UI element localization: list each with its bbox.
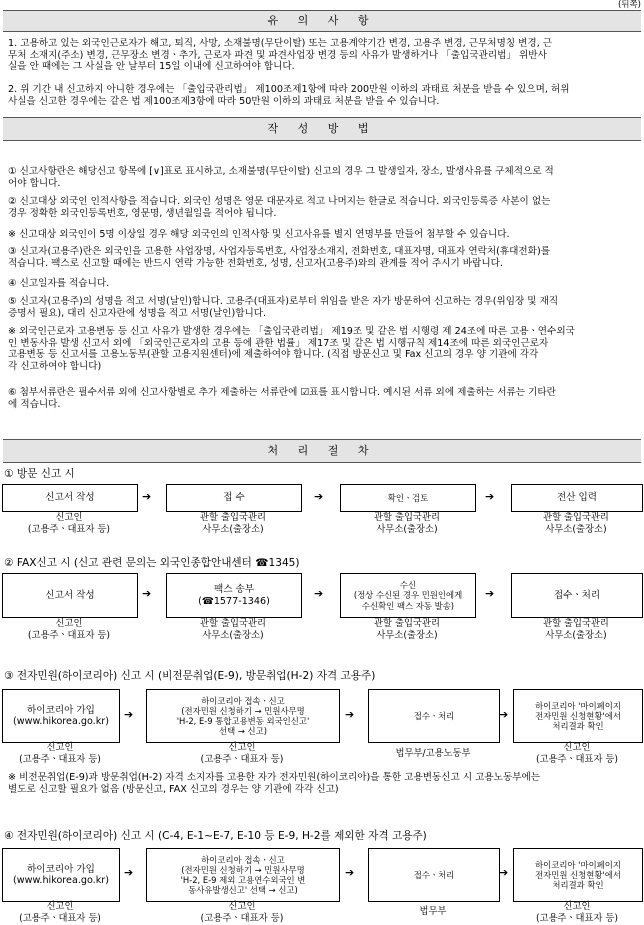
flow-caption: 신고인 (고용주ㆍ대표자 등): [27, 512, 111, 535]
flow-box: 접수ㆍ처리: [368, 848, 500, 902]
section-online-e9-h2-label: ③ 전자민원(하이코리아) 신고 시 (비전문취업(E-9), 방문취업(H-2) 자격 고용주): [4, 670, 376, 682]
flow-box: 신고서 작성: [2, 484, 138, 512]
flow-box: 하이코리아 접속ㆍ신고 (전자민원 신청하기 → 민원사무명 'H-2, E-9 통합고용변동 외국인신고' 선택 → 신고): [146, 689, 340, 743]
flow-box: 수신 (정상 수신된 경우 민원인에게 수신확인 팩스 자동 발송): [340, 573, 476, 618]
section-online-other-label: ④ 전자민원(하이코리아) 신고 시 (C-4, E-1~E-7, E-10 등 E-9, H-2를 제외한 자격 고용주): [4, 830, 427, 842]
arrow-right-icon: ➔: [345, 708, 355, 721]
flow-caption: 관할 출입국관리 사무소(출장소): [543, 512, 609, 535]
method-item-1: ① 신고사항란은 해당신고 항목에 [∨]표로 표시하고, 소재불명(무단이탈) 신고의 경우 그 발생일자, 장소, 발생사유를 구체적으로 적 어야 합니다.: [8, 166, 554, 189]
method-item-3: ③ 신고자(고용주)란은 외국인을 고용한 사업장명, 사업자등록번호, 사업장소재지, 전화번호, 대표자명, 대표자 연락처(휴대전화)를 적습니다. 팩스로 신고할 때에는 반드시 연락 가능한 전화번호, 성명, 신고자(고용주)와의 관계를 적어 주시기 바랍니다.: [8, 246, 550, 269]
flow-box: 하이코리아 가입 (www.hikorea.go.kr): [2, 848, 120, 902]
arrow-right-icon: ➔: [124, 708, 134, 721]
flow-box: 접수ㆍ처리: [368, 689, 500, 743]
flow-caption: 관할 출입국관리 사무소(출장소): [200, 512, 266, 535]
section-visit-label: ① 방문 신고 시: [4, 468, 75, 480]
flow-caption: 신고인 (고용주ㆍ대표자 등): [200, 901, 284, 924]
flow-box: 확인ㆍ검토: [340, 484, 476, 512]
online-e9-h2-note: ※ 비전문취업(E-9)과 방문취업(H-2) 자격 소지자를 고용한 자가 전자민원(하이코리아)을 통한 고용변동신고 시 고용노동부에는 별도로 신고할 필요가 없음 (방문신고, FAX 신고의 경우는 양 기관에 각각 신고): [8, 772, 541, 795]
section-fax-label: ② FAX신고 시 (신고 관련 문의는 외국인종합안내센터 ☎1345): [4, 557, 300, 569]
method-item-4: ④ 신고일자를 적습니다.: [8, 278, 110, 289]
page-side-label: (뒤쪽): [617, 0, 641, 10]
notice-item-1: 1. 고용하고 있는 외국인근로자가 해고, 퇴직, 사망, 소재불명(무단이탈) 또는 고용계약기간 변경, 고용주 변경, 근무처명칭 변경, 근 무처 소재지(주소) 변경, 근무장소 변경ㆍ추가, 근로자 파견 및 파견사업장 변경 등의 사유가 발생하거나 「출입국관리법」 위반사 실을 안 때에는 그 사실을 안 날부터 15일 이내에 신고하여야 합니다.: [8, 38, 553, 72]
arrow-right-icon: ➔: [499, 866, 509, 879]
flow-caption: 법무부: [419, 906, 447, 917]
flow-box: 접 수: [166, 484, 302, 512]
arrow-right-icon: ➔: [499, 708, 509, 721]
flow-caption: 관할 출입국관리 사무소(출장소): [200, 618, 266, 641]
notice-item-2: 2. 위 기간 내 신고하지 아니한 경우에는 「출입국관리법」 제100조제1항에 따라 200만원 이하의 과태료 처분을 받을 수 있으며, 허위 사실을 신고한 경우에는 같은 법 제100조제3항에 따라 50만원 이하의 과태료 처분을 받을 수 있습니다.: [8, 84, 570, 107]
method-item-5: ⑤ 신고자(고용주)의 성명을 적고 서명(날인)합니다. 고용주(대표자)로부터 위임을 받은 자가 방문하여 신고하는 경우(위임장 및 재직 증명서 필요), 대리 신고자란에 성명을 적고 서명(날인)합니다.: [8, 296, 559, 319]
flow-caption: 법무부/고용노동부: [395, 748, 471, 759]
method-item-6: ⑥ 첨부서류란은 필수서류 외에 신고사항별로 추가 제출하는 서류란에 ☑표를 표시합니다. 예시된 서류 외에 제출하는 서류는 기타란 에 적습니다.: [8, 387, 556, 410]
arrow-right-icon: ➔: [314, 490, 324, 503]
arrow-right-icon: ➔: [124, 866, 134, 879]
flow-box: 접수ㆍ처리: [511, 573, 643, 618]
method-item-2-note: ※ 신고대상 외국인이 5명 이상일 경우 해당 외국인의 인적사항 및 신고사유를 별지 연명부를 만들어 첨부할 수 있습니다.: [8, 229, 510, 240]
arrow-right-icon: ➔: [142, 490, 152, 503]
arrow-right-icon: ➔: [485, 587, 495, 600]
arrow-right-icon: ➔: [142, 587, 152, 600]
arrow-right-icon: ➔: [314, 587, 324, 600]
flow-caption: 신고인 (고용주ㆍ대표자 등): [19, 742, 101, 765]
flow-box: 팩스 송부 (☎1577-1346): [166, 573, 302, 618]
flow-box: 하이코리아 접속ㆍ신고 (전자민원 신청하기 → 민원사무명 'H-2, E-9 제외 고용연수외국인 변 동사유발생신고' 선택 → 신고): [146, 848, 340, 902]
flow-caption: 관할 출입국관리 사무소(출장소): [374, 512, 440, 535]
method-item-2: ② 신고대상 외국인 인적사항을 적습니다. 외국인 성명은 영문 대문자로 적고 나머지는 한글로 적습니다. 외국인등록증 사본이 없는 경우 정확한 외국인등록번호, 영문명, 생년월일을 적어야 됩니다.: [8, 196, 551, 219]
flow-caption: 신고인 (고용주ㆍ대표자 등): [27, 618, 111, 641]
flow-caption: 신고인 (고용주ㆍ대표자 등): [19, 901, 101, 924]
arrow-right-icon: ➔: [345, 866, 355, 879]
flow-caption: 관할 출입국관리 사무소(출장소): [374, 618, 440, 641]
flow-caption: 신고인 (고용주ㆍ대표자 등): [200, 742, 284, 765]
flow-caption: 신고인 (고용주ㆍ대표자 등): [535, 742, 619, 765]
method-title: 작 성 방 법: [3, 117, 641, 141]
flow-caption: 신고인 (고용주ㆍ대표자 등): [535, 901, 619, 924]
arrow-right-icon: ➔: [485, 490, 495, 503]
flow-box: 신고서 작성: [2, 573, 138, 618]
method-item-5-note: ※ 외국인근로자 고용변동 등 신고 사유가 발생한 경우에는 「출입국관리법」 제19조 및 같은 법 시행령 제 24조에 따른 고용ㆍ연수외국 인 변동사유 발생 신고서 외에 「외국인근로자의 고용 등에 관한 법률」 제17조 및 같은 법 시행규칙 제14조에 따른 외국인근로자 고용변동 등 신고서를 고용노동부(관할 고용지원센터)에 제출하여야 합니다. (직접 방문신고 및 Fax 신고의 경우 양 기관에 각각 각 신고하여야 합니다): [8, 326, 575, 372]
flow-box: 전산 입력: [511, 484, 643, 512]
notice-title: 유 의 사 항: [3, 10, 641, 32]
flow-caption: 관할 출입국관리 사무소(출장소): [543, 618, 609, 641]
procedure-title: 처 리 절 차: [3, 439, 641, 463]
flow-box: 하이코리아 '마이페이지 전자민원 신청현황'에서 처리결과 확인: [513, 848, 643, 902]
flow-box: 하이코리아 가입 (www.hikorea.go.kr): [2, 689, 120, 743]
flow-box: 하이코리아 '마이페이지 전자민원 신청현황'에서 처리결과 확인: [513, 689, 643, 743]
